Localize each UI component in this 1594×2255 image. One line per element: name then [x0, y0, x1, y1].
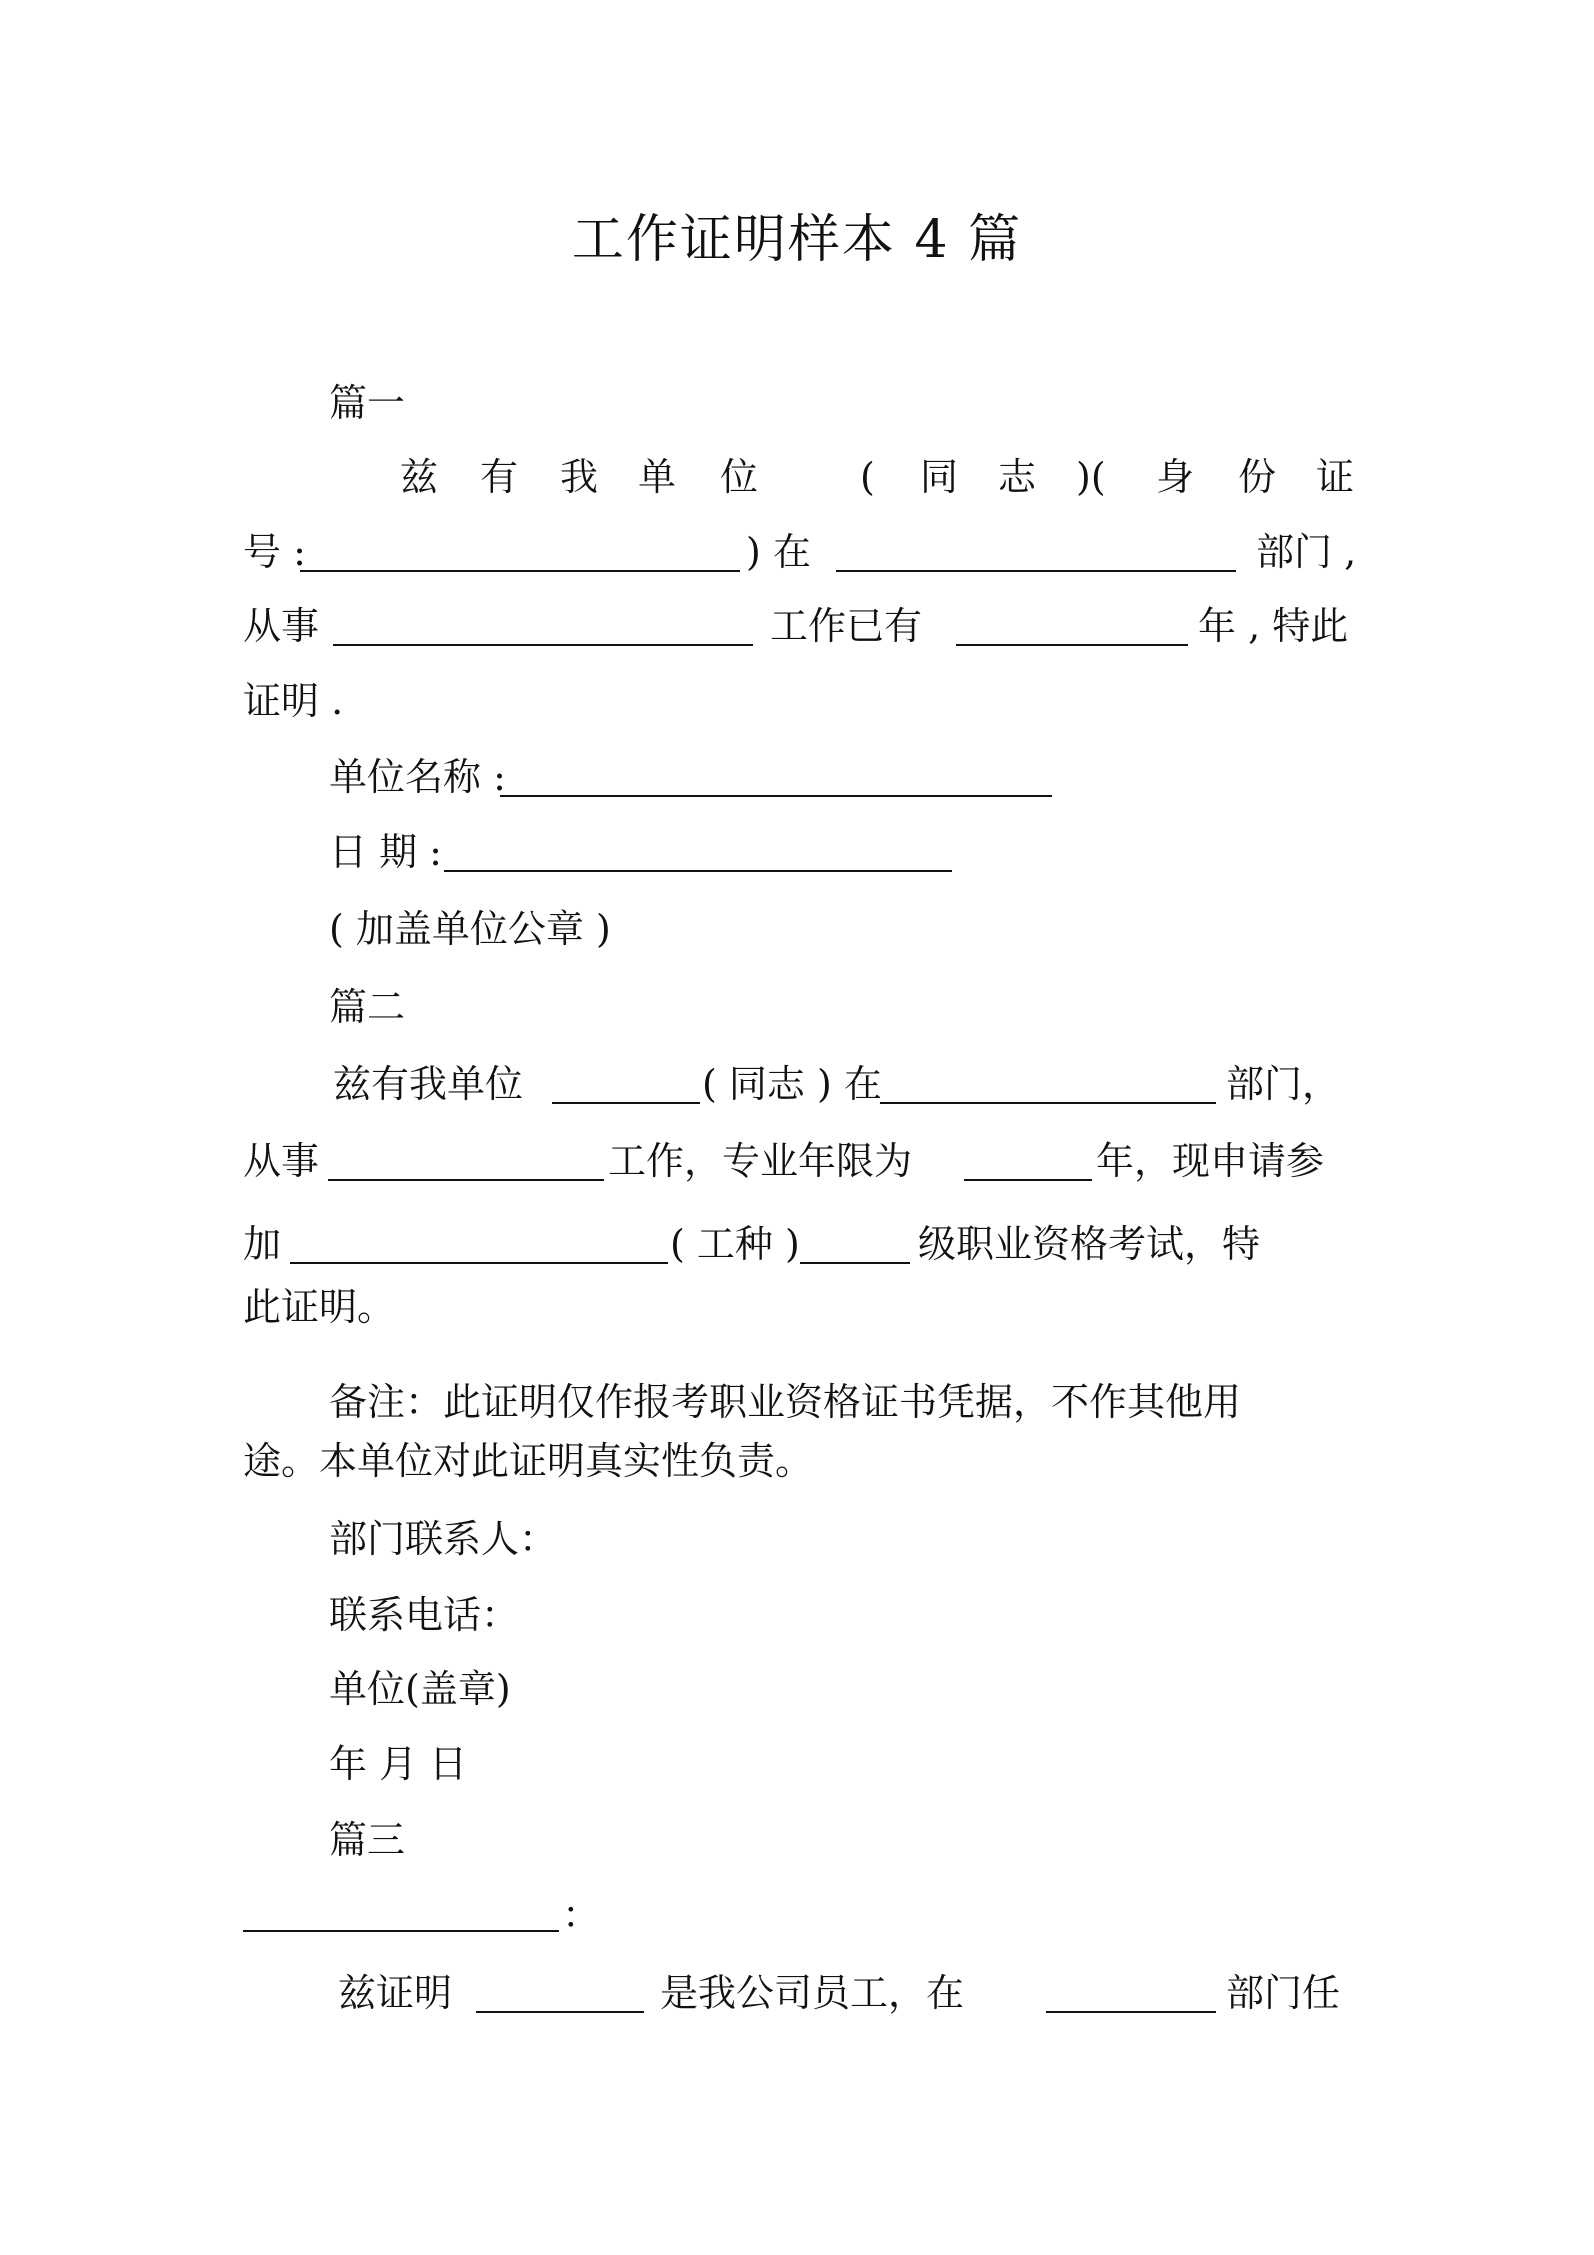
s2-line1-c: 部门， — [1226, 1062, 1341, 1106]
s1-char: 证 — [1316, 455, 1355, 499]
s1-char: 志 — [998, 455, 1037, 499]
s1-line2-b: ) 在 — [746, 530, 811, 574]
s2-line1-b: ( 同志 ) 在 — [702, 1062, 882, 1106]
s1-line2-c: 部门 , — [1256, 530, 1357, 574]
s2-line3-c: 级职业资格考试，特 — [918, 1222, 1261, 1266]
s3-line1-a: 兹证明 — [338, 1971, 453, 2015]
document-title: 工作证明样本 4 篇 — [571, 210, 1023, 270]
s1-char: ( — [860, 455, 875, 499]
s1-char: 单 — [638, 455, 677, 499]
s1-char: )( — [1076, 455, 1106, 499]
section1-heading: 篇一 — [329, 381, 406, 425]
section3-heading: 篇三 — [329, 1818, 406, 1862]
s1-char: 同 — [920, 455, 959, 499]
s3-colon: ： — [562, 1893, 601, 1937]
s2-remark-1: 备注：此证明仅作报考职业资格证书凭据，不作其他用 — [329, 1380, 1242, 1424]
s3-line1-b: 是我公司员工，在 — [660, 1971, 965, 2015]
contact-person-label: 部门联系人： — [329, 1517, 558, 1561]
s1-char: 份 — [1238, 455, 1277, 499]
s2-level-blank[interactable] — [800, 1224, 910, 1264]
s2-line3-a: 加 — [243, 1222, 282, 1266]
s2-department-blank[interactable] — [880, 1064, 1216, 1104]
s1-char: 兹 — [400, 455, 439, 499]
s2-line2-c: 年，现申请参 — [1096, 1139, 1325, 1183]
s2-line3-b: ( 工种 ) — [670, 1222, 800, 1266]
s1-line3-b: 工作已有 — [770, 604, 923, 648]
job-blank[interactable] — [333, 606, 753, 646]
section2-heading: 篇二 — [329, 985, 406, 1029]
contact-phone-label: 联系电话： — [329, 1593, 520, 1637]
s1-line4: 证明 . — [243, 679, 344, 723]
s3-line1-c: 部门任 — [1226, 1971, 1341, 2015]
s3-department-blank[interactable] — [1046, 1973, 1216, 2013]
s1-line3-c: 年 , 特此 — [1198, 604, 1349, 648]
unit-name-label: 单位名称 : — [329, 755, 506, 799]
unit-name-blank[interactable] — [500, 757, 1052, 797]
s1-line2-a: 号 : — [243, 530, 306, 574]
s2-years-blank[interactable] — [964, 1141, 1092, 1181]
addressee-blank[interactable] — [243, 1892, 559, 1932]
s2-line1-a: 兹有我单位 — [333, 1062, 524, 1106]
s2-remark-2: 途。本单位对此证明真实性负责。 — [243, 1439, 814, 1483]
date-blank[interactable] — [444, 832, 952, 872]
s2-line2-a: 从事 — [243, 1139, 320, 1183]
comrade-blank[interactable] — [552, 1064, 700, 1104]
s1-char: 有 — [480, 455, 519, 499]
seal-note: ( 加盖单位公章 ) — [329, 907, 611, 951]
department-blank[interactable] — [836, 532, 1236, 572]
years-blank[interactable] — [956, 606, 1188, 646]
s3-employee-blank[interactable] — [476, 1973, 644, 2013]
id-number-blank[interactable] — [300, 532, 740, 572]
date-label: 日 期 : — [329, 830, 442, 874]
s2-job-blank[interactable] — [328, 1141, 604, 1181]
unit-seal-label: 单位(盖章) — [329, 1667, 511, 1711]
s2-date-label: 年 月 日 — [329, 1742, 468, 1786]
s1-char: 身 — [1156, 455, 1195, 499]
s1-line3-a: 从事 — [243, 604, 320, 648]
s1-char: 我 — [560, 455, 599, 499]
s1-char: 位 — [720, 455, 759, 499]
s2-exam-blank[interactable] — [290, 1224, 668, 1264]
s2-line4: 此证明。 — [243, 1285, 396, 1329]
s2-line2-b: 工作，专业年限为 — [608, 1139, 913, 1183]
